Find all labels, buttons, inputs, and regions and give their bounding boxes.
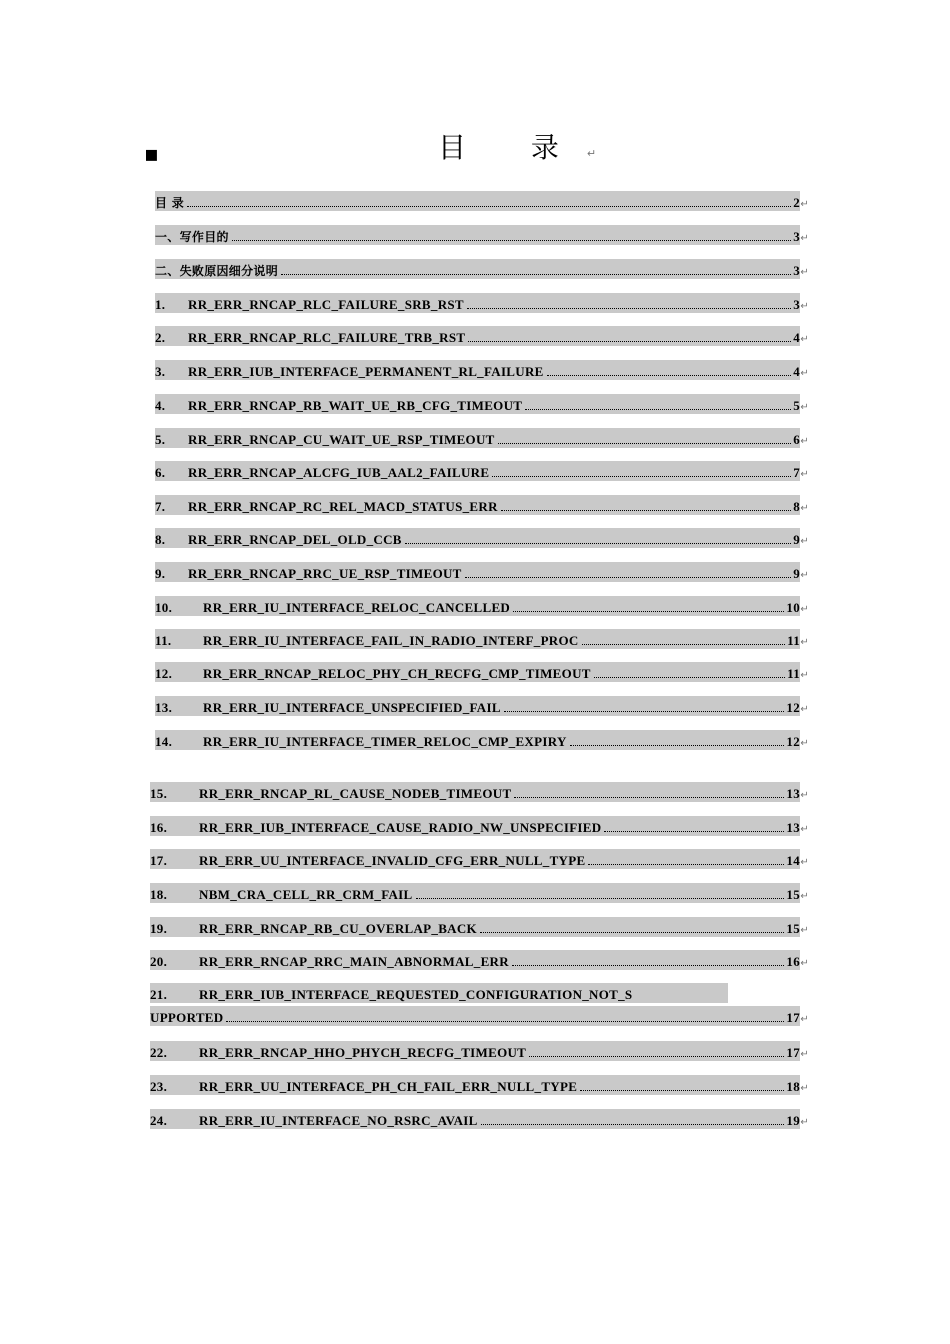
paragraph-mark: ↵ xyxy=(800,637,809,648)
paragraph-mark: ↵ xyxy=(800,301,809,312)
paragraph-mark: ↵ xyxy=(800,670,809,681)
leader-dots xyxy=(514,797,784,798)
leader-dots xyxy=(416,898,785,899)
toc-entry-page: 15 xyxy=(786,887,800,902)
paragraph-mark: ↵ xyxy=(800,199,809,210)
paragraph-mark: ↵ xyxy=(800,368,809,379)
toc-entry-text: 目 录 xyxy=(155,196,185,210)
leader-dots xyxy=(529,1056,784,1057)
toc-entry-text: 一、写作目的 xyxy=(155,230,229,244)
toc-entry-number: 5. xyxy=(155,432,166,447)
toc-entry-text: RR_ERR_RNCAP_CU_WAIT_UE_RSP_TIMEOUT xyxy=(188,432,495,447)
toc-entry[interactable] xyxy=(155,360,809,380)
toc-entry-page: 10 xyxy=(786,600,800,615)
toc-entry-number: 2. xyxy=(155,330,166,345)
toc-entry-page: 3 xyxy=(793,263,800,278)
leader-dots xyxy=(187,206,791,207)
paragraph-mark: ↵ xyxy=(800,233,809,244)
toc-entry-page: 6 xyxy=(793,432,800,447)
toc-entry-text: RR_ERR_RNCAP_RLC_FAILURE_SRB_RST xyxy=(188,297,464,312)
toc-entry[interactable] xyxy=(155,562,809,582)
leader-dots xyxy=(281,274,791,275)
paragraph-mark: ↵ xyxy=(800,536,809,547)
toc-entry-text: RR_ERR_RNCAP_RRC_MAIN_ABNORMAL_ERR xyxy=(199,954,509,969)
toc-entry-text: RR_ERR_IU_INTERFACE_TIMER_RELOC_CMP_EXPIRY xyxy=(203,734,567,749)
paragraph-mark: ↵ xyxy=(800,1049,809,1060)
paragraph-mark: ↵ xyxy=(800,436,809,447)
toc-entry-page: 11 xyxy=(787,666,800,681)
paragraph-mark: ↵ xyxy=(800,503,809,514)
paragraph-mark: ↵ xyxy=(800,402,809,413)
toc-entry[interactable] xyxy=(150,883,809,903)
toc-entry-page: 7 xyxy=(793,465,800,480)
leader-dots xyxy=(547,375,792,376)
toc-entry[interactable] xyxy=(150,782,809,802)
toc-entry[interactable] xyxy=(155,428,809,448)
toc-entry-number: 11. xyxy=(155,633,172,648)
toc-entry[interactable] xyxy=(155,629,809,649)
toc-entry-text: RR_ERR_IU_INTERFACE_FAIL_IN_RADIO_INTERF_PROC xyxy=(203,633,579,648)
paragraph-mark: ↵ xyxy=(800,857,809,868)
leader-dots xyxy=(480,932,784,933)
toc-entry-page: 5 xyxy=(793,398,800,413)
toc-entry-number: 22. xyxy=(150,1045,168,1060)
toc-entry-number: 13. xyxy=(155,700,173,715)
leader-dots xyxy=(232,240,791,241)
toc-entry-number: 8. xyxy=(155,532,166,547)
leader-dots xyxy=(594,677,785,678)
paragraph-mark: ↵ xyxy=(800,824,809,835)
toc-entry-number: 24. xyxy=(150,1113,168,1128)
leader-dots xyxy=(525,409,791,410)
toc-entry[interactable] xyxy=(155,696,809,716)
toc-entry-number: 6. xyxy=(155,465,166,480)
leader-dots xyxy=(588,864,784,865)
toc-entry-number: 1. xyxy=(155,297,166,312)
leader-dots xyxy=(580,1090,784,1091)
toc-entry-number: 18. xyxy=(150,887,168,902)
leader-dots xyxy=(513,611,784,612)
toc-entry-text: RR_ERR_UU_INTERFACE_PH_CH_FAIL_ERR_NULL_TYPE xyxy=(199,1079,578,1094)
paragraph-mark: ↵ xyxy=(800,891,809,902)
toc-entry[interactable] xyxy=(150,849,809,869)
toc-entry-number: 9. xyxy=(155,566,166,581)
toc-entry-page: 9 xyxy=(793,532,800,547)
toc-entry[interactable] xyxy=(150,1041,809,1061)
paragraph-mark: ↵ xyxy=(800,704,809,715)
leader-dots xyxy=(498,443,792,444)
leader-dots xyxy=(468,341,791,342)
paragraph-mark: ↵ xyxy=(800,1117,809,1128)
toc-entry-number: 3. xyxy=(155,364,166,379)
toc-entry-page: 9 xyxy=(793,566,800,581)
leader-dots xyxy=(492,476,791,477)
toc-entry-page: 3 xyxy=(793,229,800,244)
leader-dots xyxy=(467,308,791,309)
leader-dots xyxy=(570,745,785,746)
toc-entry-text: RR_ERR_IUB_INTERFACE_REQUESTED_CONFIGURATION_NOT_S xyxy=(199,987,633,1002)
toc-entry[interactable] xyxy=(155,461,809,481)
toc-entry[interactable] xyxy=(155,191,809,211)
toc-entry-text: RR_ERR_UU_INTERFACE_INVALID_CFG_ERR_NULL_TYPE xyxy=(199,853,586,868)
leader-dots xyxy=(512,965,784,966)
toc-entry-page: 8 xyxy=(793,499,800,514)
toc-entry-page: 12 xyxy=(786,734,800,749)
toc-entry-number: 7. xyxy=(155,499,166,514)
toc-entry-text: RR_ERR_RNCAP_RB_CU_OVERLAP_BACK xyxy=(199,921,477,936)
toc-entry-text: RR_ERR_RNCAP_RC_REL_MACD_STATUS_ERR xyxy=(188,499,498,514)
toc-entry-number: 10. xyxy=(155,600,173,615)
toc-entry-page: 2 xyxy=(793,195,800,210)
toc-entry-text: RR_ERR_IUB_INTERFACE_PERMANENT_RL_FAILURE xyxy=(188,364,544,379)
leader-dots xyxy=(465,577,792,578)
toc-entry-text: RR_ERR_IU_INTERFACE_UNSPECIFIED_FAIL xyxy=(203,700,501,715)
paragraph-mark: ↵ xyxy=(800,604,809,615)
toc-entry-text: RR_ERR_IUB_INTERFACE_CAUSE_RADIO_NW_UNSPECIFIED xyxy=(199,820,602,835)
toc-entry-page: 19 xyxy=(786,1113,800,1128)
paragraph-mark: ↵ xyxy=(800,1014,809,1025)
paragraph-mark: ↵ xyxy=(800,334,809,345)
toc-entry[interactable] xyxy=(155,293,809,313)
toc-entry-number: 16. xyxy=(150,820,168,835)
toc-entry-number: 14. xyxy=(155,734,173,749)
toc-entry-number: 12. xyxy=(155,666,173,681)
toc-entry-text-continued: UPPORTED xyxy=(150,1010,224,1025)
toc-entry-text: RR_ERR_IU_INTERFACE_RELOC_CANCELLED xyxy=(203,600,511,615)
toc-entry-text: NBM_CRA_CELL_RR_CRM_FAIL xyxy=(199,887,413,902)
leader-dots xyxy=(405,543,791,544)
toc-entry-text: RR_ERR_RNCAP_HHO_PHYCH_RECFG_TIMEOUT xyxy=(199,1045,527,1060)
paragraph-mark: ↵ xyxy=(800,790,809,801)
leader-dots xyxy=(604,831,784,832)
toc-entry-number: 4. xyxy=(155,398,166,413)
toc-entry-number: 20. xyxy=(150,954,168,969)
toc-entry-text: RR_ERR_IU_INTERFACE_NO_RSRC_AVAIL xyxy=(199,1113,478,1128)
toc-entry-number: 17. xyxy=(150,853,168,868)
toc-entry-page: 15 xyxy=(786,921,800,936)
toc-entry[interactable] xyxy=(155,662,809,682)
toc-entry-page: 17 xyxy=(786,1010,800,1025)
leader-dots xyxy=(481,1124,785,1125)
toc-entry-number: 19. xyxy=(150,921,168,936)
toc-entry-number: 23. xyxy=(150,1079,168,1094)
toc-entry[interactable] xyxy=(155,394,809,414)
leader-dots xyxy=(582,644,786,645)
toc-entry-page: 16 xyxy=(786,954,800,969)
page-title: 目 录↵ xyxy=(438,131,597,164)
toc-entry[interactable] xyxy=(155,730,809,750)
paragraph-mark: ↵ xyxy=(800,469,809,480)
paragraph-mark: ↵ xyxy=(800,570,809,581)
toc-entry-page: 3 xyxy=(793,297,800,312)
toc-entry-number: 15. xyxy=(150,786,168,801)
leader-dots xyxy=(504,711,785,712)
toc-entry[interactable] xyxy=(150,950,809,970)
toc-entry[interactable] xyxy=(155,528,809,548)
toc-entry-text: RR_ERR_RNCAP_RL_CAUSE_NODEB_TIMEOUT xyxy=(199,786,512,801)
toc-entry-page: 12 xyxy=(786,700,800,715)
toc-entry[interactable] xyxy=(155,495,809,515)
toc-entry-page: 18 xyxy=(786,1079,800,1094)
paragraph-mark: ↵ xyxy=(800,958,809,969)
toc-entry-text: RR_ERR_RNCAP_RELOC_PHY_CH_RECFG_CMP_TIMEOUT xyxy=(203,666,591,681)
toc-entry[interactable] xyxy=(155,225,809,245)
toc-entry-text: RR_ERR_RNCAP_RRC_UE_RSP_TIMEOUT xyxy=(188,566,462,581)
toc-entry-text: RR_ERR_RNCAP_DEL_OLD_CCB xyxy=(188,532,402,547)
toc-entry-number: 21. xyxy=(150,987,168,1002)
toc-entry-page: 4 xyxy=(793,330,800,345)
leader-dots xyxy=(226,1021,784,1022)
paragraph-mark: ↵ xyxy=(800,267,809,278)
toc-entry[interactable] xyxy=(150,1075,809,1095)
bullet-mark: ▪ xyxy=(144,141,159,167)
toc-entry-page: 4 xyxy=(793,364,800,379)
toc-entry-page: 14 xyxy=(786,853,800,868)
toc-entry-text: RR_ERR_RNCAP_ALCFG_IUB_AAL2_FAILURE xyxy=(188,465,490,480)
toc-entry-text: 二、失败原因细分说明 xyxy=(155,264,279,278)
toc-entry-page: 13 xyxy=(786,820,800,835)
toc-entry[interactable] xyxy=(150,1109,809,1129)
paragraph-mark: ↵ xyxy=(800,925,809,936)
toc-entry[interactable] xyxy=(155,259,809,279)
toc-entry-line[interactable] xyxy=(150,983,728,1003)
toc-entry-page: 11 xyxy=(787,633,800,648)
toc-entry-text: RR_ERR_RNCAP_RLC_FAILURE_TRB_RST xyxy=(188,330,466,345)
toc-entry[interactable] xyxy=(155,326,809,346)
paragraph-mark: ↵ xyxy=(800,738,809,749)
toc-entry[interactable] xyxy=(150,816,809,836)
toc-entry[interactable] xyxy=(150,1006,809,1026)
leader-dots xyxy=(501,510,791,511)
toc-entry[interactable] xyxy=(155,596,809,616)
paragraph-mark: ↵ xyxy=(800,1083,809,1094)
toc-entry-page: 17 xyxy=(786,1045,800,1060)
toc-entry[interactable] xyxy=(150,917,809,937)
toc-entry-text: RR_ERR_RNCAP_RB_WAIT_UE_RB_CFG_TIMEOUT xyxy=(188,398,523,413)
toc-entry-page: 13 xyxy=(786,786,800,801)
